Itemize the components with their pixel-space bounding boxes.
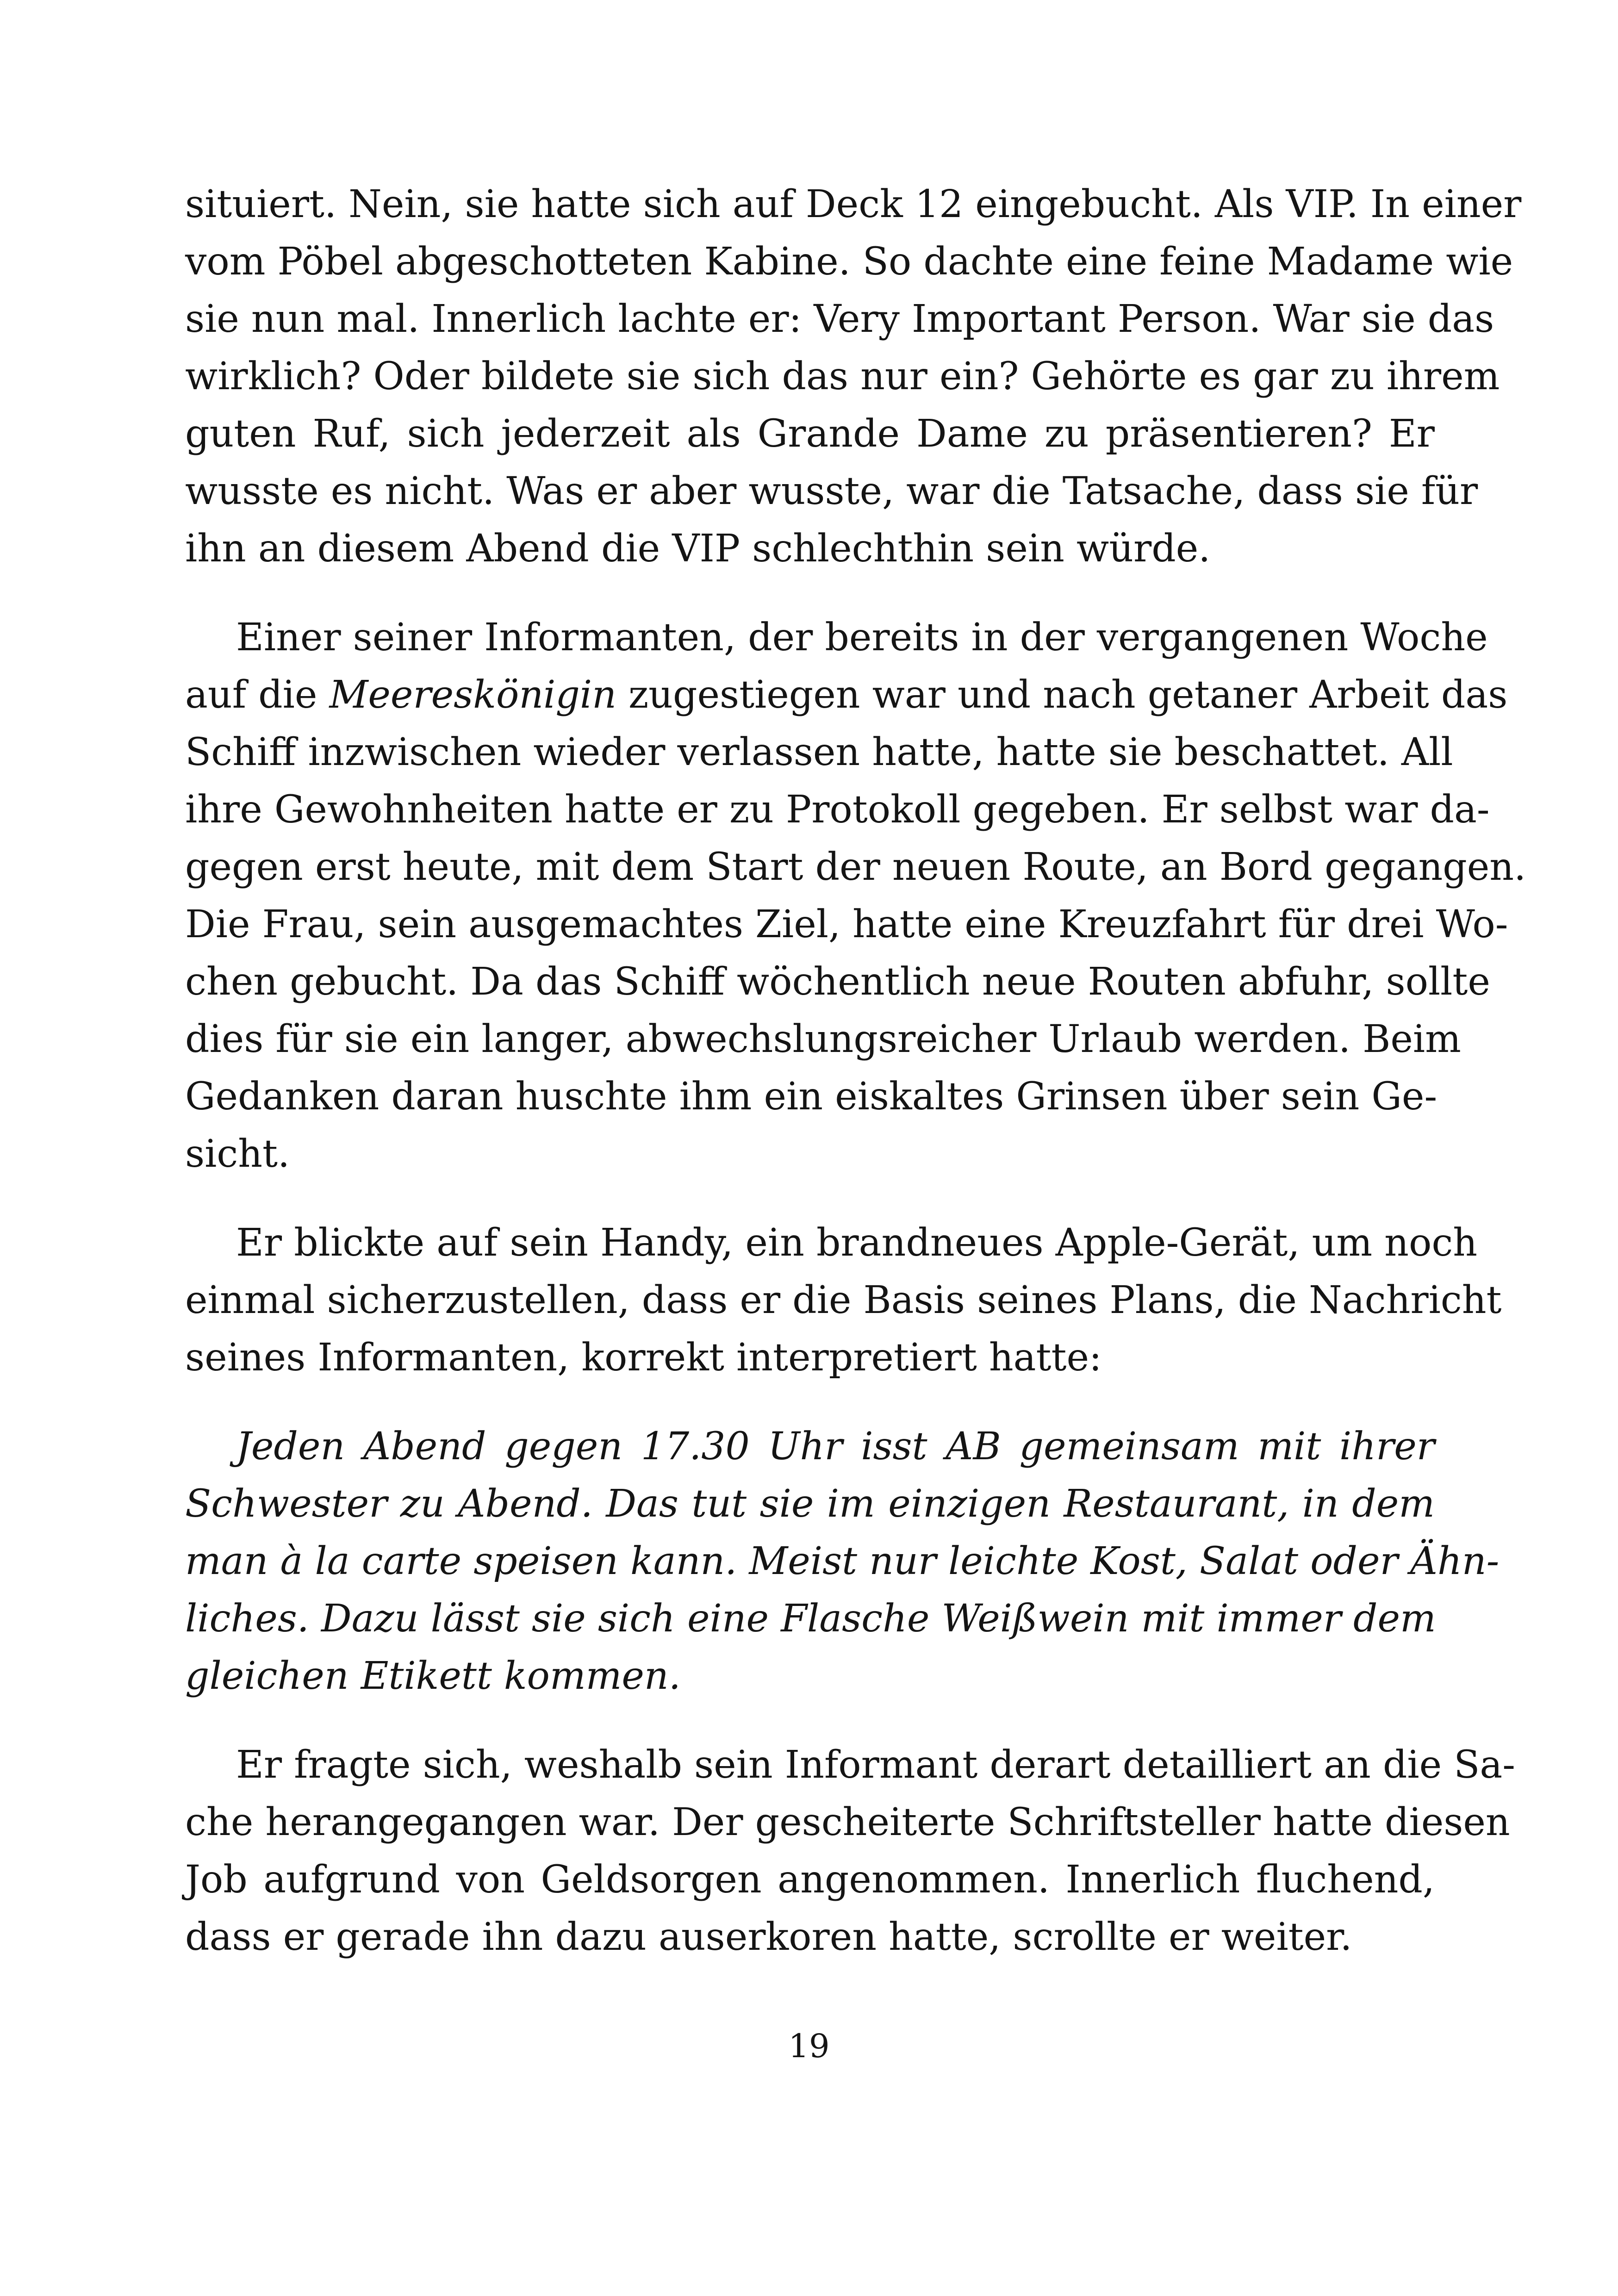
text-line: vom Pöbel abgeschotteten Kabine. So dachte eine feine Madame wie — [185, 240, 1513, 284]
text-line: ihn an diesem Abend die VIP schlechthin sein würde. — [185, 527, 1211, 571]
text-line: Schwester zu Abend. Das tut sie im einzigen Restaurant, in dem — [185, 1482, 1435, 1526]
text-line: dass er gerade ihn dazu auserkoren hatte, scrollte er weiter. — [185, 1915, 1352, 1959]
text-line: Jeden Abend gegen 17.30 Uhr isst AB gemeinsam mit ihrer — [236, 1425, 1435, 1468]
text-line: Er fragte sich, weshalb sein Informant derart detailliert an die Sa- — [236, 1743, 1516, 1787]
message-quote — [185, 1418, 1500, 1705]
text-line: gegen erst heute, mit dem Start der neuen Route, an Bord gegangen. — [185, 845, 1526, 889]
paragraph-5 — [185, 1736, 1516, 1966]
text-line: che herangegangen war. Der gescheiterte Schriftsteller hatte diesen — [185, 1800, 1510, 1844]
ship-name: Meereskönigin — [329, 673, 616, 717]
text-line: Einer seiner Informanten, der bereits in der vergangenen Woche — [236, 616, 1488, 660]
text-line: sicht. — [185, 1132, 290, 1176]
text-line: Job aufgrund von Geldsorgen angenommen. Innerlich fluchend, — [185, 1858, 1435, 1902]
text-line: wusste es nicht. Was er aber wusste, war die Tatsache, dass sie für — [185, 469, 1478, 513]
text-line: Die Frau, sein ausgemachtes Ziel, hatte eine Kreuzfahrt für drei Wo- — [185, 902, 1508, 946]
text-line: Schiff inzwischen wieder verlassen hatte, hatte sie beschattet. All — [185, 730, 1453, 774]
text-line: Gedanken daran huschte ihm ein eiskaltes Grinsen über sein Ge- — [185, 1075, 1438, 1119]
text-line: wirklich? Oder bildete sie sich das nur ein? Gehörte es gar zu ihrem — [185, 355, 1500, 398]
text-line: situiert. Nein, sie hatte sich auf Deck 12 eingebucht. Als VIP. In einer — [185, 182, 1522, 226]
page-body — [185, 176, 1526, 1997]
text-line: guten Ruf, sich jederzeit als Grande Dame zu präsentieren? Er — [185, 412, 1435, 456]
text-line: man à la carte speisen kann. Meist nur leichte Kost, Salat oder Ähn- — [185, 1539, 1500, 1583]
text-segment: auf die — [185, 673, 330, 717]
text-line: liches. Dazu lässt sie sich eine Flasche Weißwein mit immer dem — [185, 1597, 1436, 1641]
text-line: seines Informanten, korrekt interpretiert hatte: — [185, 1336, 1102, 1380]
text-line: chen gebucht. Da das Schiff wöchentlich neue Routen abfuhr, sollte — [185, 960, 1490, 1004]
paragraph-1 — [185, 176, 1522, 578]
text-line: dies für sie ein langer, abwechslungsreicher Urlaub werden. Beim — [185, 1017, 1461, 1061]
page-number: 19 — [788, 2027, 830, 2065]
text-line: sie nun mal. Innerlich lachte er: Very Important Person. War sie das — [185, 297, 1494, 341]
text-line — [185, 666, 1508, 724]
text-line: gleichen Etikett kommen. — [185, 1654, 681, 1698]
text-line: Er blickte auf sein Handy, ein brandneues Apple-Gerät, um noch — [236, 1221, 1478, 1265]
paragraph-2 — [185, 609, 1526, 1183]
text-line: einmal sicherzustellen, dass er die Basis seines Plans, die Nachricht — [185, 1278, 1502, 1322]
text-segment: zugestiegen war und nach getaner Arbeit das — [616, 673, 1508, 717]
text-line: ihre Gewohnheiten hatte er zu Protokoll gegeben. Er selbst war da- — [185, 788, 1490, 832]
paragraph-3 — [185, 1214, 1502, 1387]
